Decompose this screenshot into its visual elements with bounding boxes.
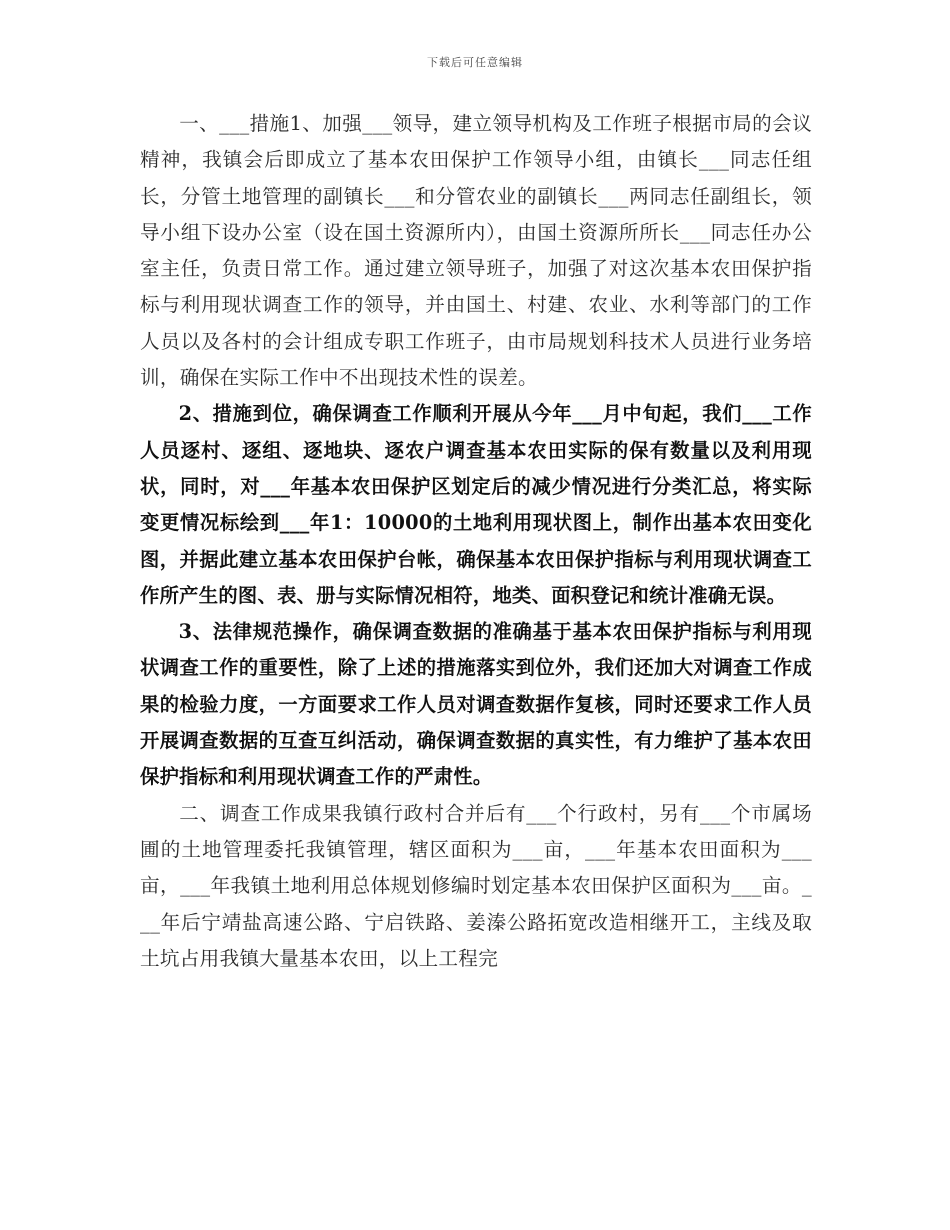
paragraph-measures-in-place: 2、措施到位，确保调查工作顺利开展从今年___月中旬起，我们___工作人员逐村、逐组、逐地块、逐农户调查基本农田实际的保有数量以及利用现状，同时，对___年基本农田保护区划定后的减少情况进行分类汇总，将实际变更情况标绘到___年1：10000的土地利用现状图上，制作出基本农田变化图，并据此建立基本农田保护台帐，确保基本农田保护指标与利用现状调查工作所产生的图、表、册与实际情况相符，地类、面积登记和统计准确无误。: [140, 402, 812, 607]
page-header: 下载后可任意编辑: [427, 56, 523, 69]
paragraph-survey-results: 二、调查工作成果我镇行政村合并后有___个行政村，另有___个市属场圃的土地管理委托我镇管理，辖区面积为___亩，___年基本农田面积为___亩，___年我镇土地利用总体规划修编时划定基本农田保护区面积为___亩。___年后宁靖盐高速公路、宁启铁路、姜溱公路拓宽改造相继开工，主线及取土坑占用我镇大量基本农田，以上工程完: [140, 801, 812, 970]
paragraph-measures-leadership: 一、___措施1、加强___领导，建立领导机构及工作班子根据市局的会议精神，我镇会后即成立了基本农田保护工作领导小组，由镇长___同志任组长，分管土地管理的副镇长___和分管农业的副镇长___两同志任副组长，领导小组下设办公室（设在国土资源所内），由国土资源所所长___同志任办公室主任，负责日常工作。通过建立领导班子，加强了对这次基本农田保护指标与利用现状调查工作的领导，并由国土、村建、农业、水利等部门的工作人员以及各村的会计组成专职工作班子，由市局规划科技术人员进行业务培训，确保在实际工作中不出现技术性的误差。: [140, 112, 812, 390]
paragraph-legal-standard-operation: 3、法律规范操作，确保调查数据的准确基于基本农田保护指标与利用现状调查工作的重要性，除了上述的措施落实到位外，我们还加大对调查工作成果的检验力度，一方面要求工作人员对调查数据作复核，同时还要求工作人员开展调查数据的互查互纠活动，确保调查数据的真实性，有力维护了基本农田保护指标和利用现状调查工作的严肃性。: [140, 620, 812, 789]
document-body: [140, 106, 812, 977]
